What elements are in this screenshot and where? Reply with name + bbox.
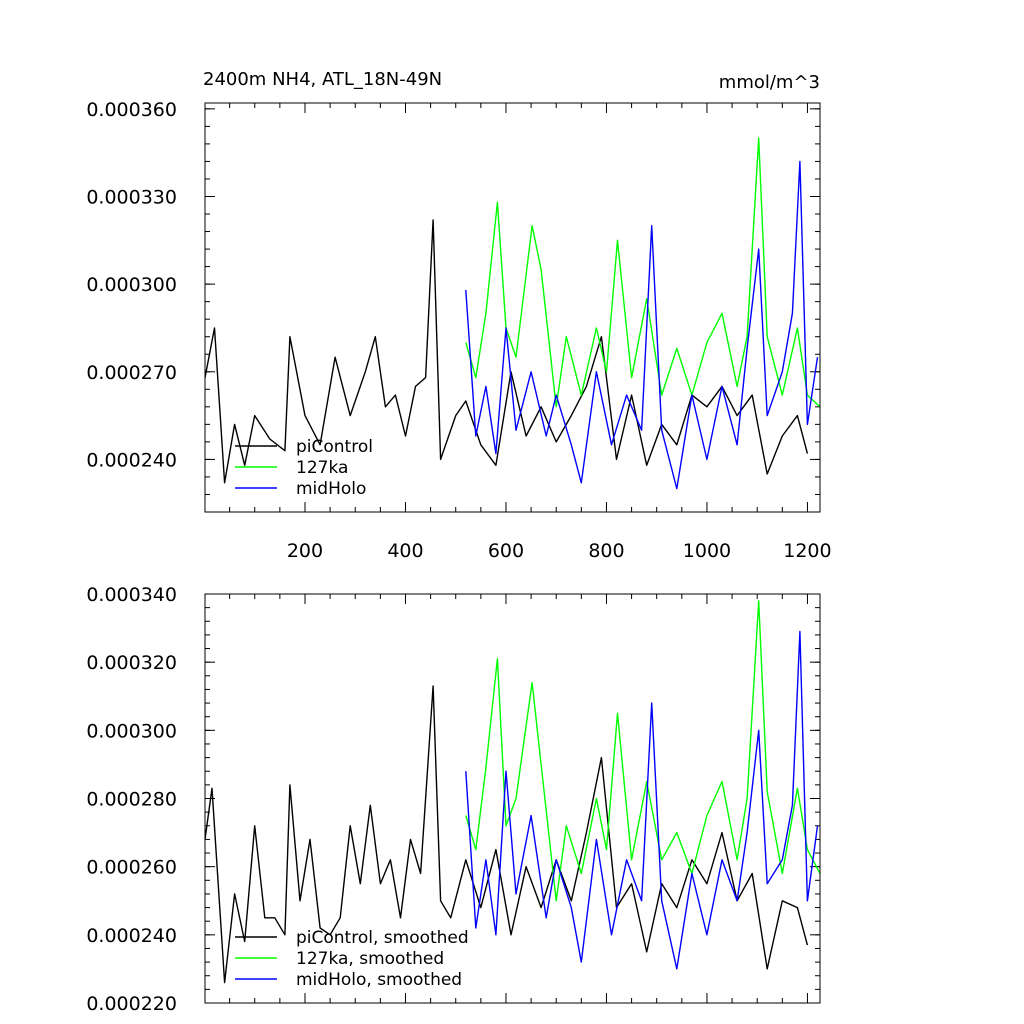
legend-label: 127ka, smoothed <box>296 949 445 969</box>
y-tick-label: 0.000330 <box>86 186 177 209</box>
legend-label: midHolo, smoothed <box>296 970 463 990</box>
y-tick-label: 0.000300 <box>86 720 177 743</box>
legend-label: piControl <box>296 437 373 457</box>
legend-label: piControl, smoothed <box>296 928 469 948</box>
x-tick-label: 800 <box>588 540 625 562</box>
series-line-127ka-smoothed <box>466 601 820 901</box>
legend-label: midHolo <box>296 479 367 499</box>
x-tick-label: 200 <box>286 540 324 562</box>
y-tick-label: 0.000300 <box>86 274 177 297</box>
x-tick-label: 600 <box>487 540 525 562</box>
series-line-127ka <box>466 138 820 407</box>
top-panel <box>86 69 831 562</box>
units-label: mmol/m^3 <box>718 72 820 93</box>
y-tick-label: 0.000320 <box>86 652 177 675</box>
x-tick-label: 400 <box>387 540 424 562</box>
y-tick-label: 0.000240 <box>86 924 177 947</box>
y-tick-label: 0.000240 <box>86 449 177 472</box>
x-tick-label: 1200 <box>783 540 832 562</box>
y-tick-label: 0.000220 <box>86 993 177 1015</box>
y-tick-label: 0.000340 <box>86 584 177 606</box>
x-tick-label: 1000 <box>682 540 732 562</box>
y-tick-label: 0.000260 <box>86 856 177 879</box>
y-tick-label: 0.000270 <box>86 361 177 384</box>
y-tick-label: 0.000360 <box>86 98 177 121</box>
legend-label: 127ka <box>296 458 349 478</box>
series-line-midholo-smoothed <box>466 632 818 969</box>
bottom-panel <box>86 584 820 1015</box>
y-tick-label: 0.000280 <box>86 788 177 811</box>
chart-title: 2400m NH4, ATL_18N-49N <box>203 69 443 90</box>
